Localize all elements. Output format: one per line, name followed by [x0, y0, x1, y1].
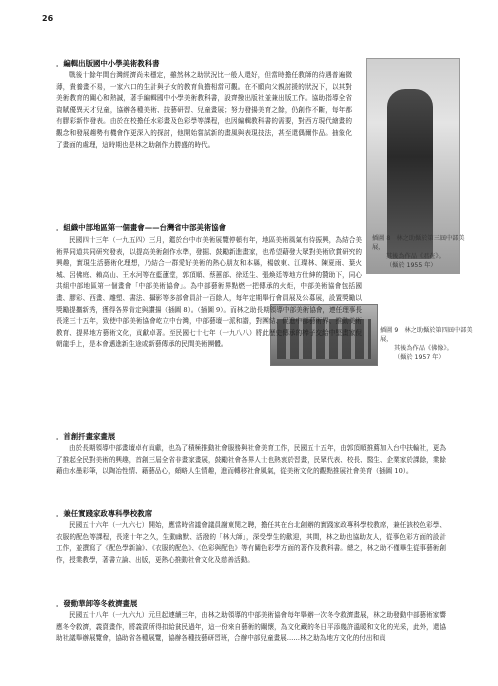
caption-illustration-9 — [380, 326, 480, 362]
caption-line: 其後為作品《佛像》。 — [394, 345, 453, 352]
section-title-winter-relief-exhibition: ．發動華卸等冬救濟畫展 — [56, 599, 138, 608]
section-title-textbooks: ．編輯出版國中小學美術教科書 — [56, 59, 160, 68]
paragraph-winter-relief-exhibition: 民國五十八年（一九六九）元旦起連續三年，由林之助領導的中部美術協會每年舉辦一次冬令救濟畫展，林之助發動中部藝術家響應冬令救濟，義賣畫作，將義賣所得扣給貧民過年，這一份來自藝術的關懷，為文化藏的冬日平添幾許溫暖和文化的光采，此外，還協助社議舉辦展覽會，協助省各種展覽，協辦各種技藝研習班，合辦中部兒童畫展……林之助為地方文化的付出和貢 — [56, 611, 446, 643]
page-number: 26 — [42, 14, 54, 23]
section-title-non-painter-exhibition: ．首創扦畫家畫展 — [56, 432, 116, 441]
caption-line: （攝於 1955 年） — [386, 262, 437, 269]
paragraph-shih-chien-college: 民國五十六年（一九六七）開始，應當時省議會議員謝東閔之聘，擔任其在台北創辦的實踐家政專科學校教席，兼任該校色彩學、衣服的配色等課程，長達十年之久，生動幽默、活潑的「林大師」，深受學生的歡迎，其間，林之助也協助友人，從事色彩方面的設計工作，並撰寫了《配色學新論》、《衣服的配色》、《色彩與配色》等有關色彩學方面的著作及教科書。總之，林之助不僅畢生從事藝術創作，授業教學，著書立論、出版，更熱心推動社會文化及慈善活動。 — [56, 521, 446, 564]
section-title-shih-chien-college: ．兼任實踐家政專科學校教席 — [56, 509, 153, 518]
paragraph-art-association: 民國四十三年（一九五四）三月，鑑於台中市美術展覽停頓有年，地區美術風氣有待振興，為結合美術界同道共同研究發表，以提高美術創作水準，發掘、鼓勵新進畫家，也希望藉發大眾對美術欣賞研究的興趣，實現生活藝術化理想，乃結合一群愛好美術的熱心朋友和本縣，楊啟東、江璨林、陳夏雨、葉火城、呂佛庭、賴高山、王水河等在藍蓮堂，郭頂順、蔡蕙部、徐廷生、張煥廷等地方仕紳的贊助下，同心共組中部地區第一個畫會「中部美術協會」。為中部藝術界點燃一把傳承的火炬，中部美術協會包括國畫、膠彩、西畫、雕塑、書法、攝影等多部會員計一百餘人，每年定期舉行會員展及公募展，設置獎勵以獎勵提攜新秀，獲得各界肯定與讚揚（插圖 8）。（插圖 9）。而林之助長期領導中部美術協會，連任理事長長達三十五年，致使中部美術協會屹立中台灣，中部藝壇一派和諧，對團結、促進中部藝術界、推動美術教育、提昇地方藝術文化，貢獻卓著。至民國七十七年（一九八八）將此歷史傳承的棒子交給中堅畫家倪朝龍手上，是本會邁進新生途或新藝傳承的民間美術團體。 — [56, 236, 362, 349]
section-title-art-association: ．組織中部地區第一個畫會——台灣省中部美術協會 — [56, 223, 226, 232]
caption-line: 插圖 8 林之助攝於第三屆中部美展， — [372, 235, 465, 251]
caption-line: 插圖 9 林之助攝於第四屆中部美展， — [380, 327, 473, 343]
caption-illustration-8 — [372, 234, 472, 270]
paragraph-non-painter-exhibition: 由於長期領導中部畫壇卓有貢獻，也為了積極推動社會服務與社會美育工作，民國五十五年，由郭頂順推薦加入台中扶輪社，更為了推起全民對美術的興趣，首創三屆全省非畫家畫展，鼓勵社會各界人士也熱衷於習畫，民眾代表、校長、醫生、企業家於課餘，業餘藉由水墨彩筆，以陶冶性情、藉藝品心，頗略人生情趣，進而轉移社會風氣，從美術文化的觀點推展社會美育（插圖 10）。 — [56, 444, 446, 476]
caption-line: （攝於 1957 年） — [394, 354, 445, 361]
caption-line: 其後為作品《君在》。 — [386, 253, 445, 260]
paragraph-textbooks: 戰後十餘年間台灣經濟尚未穩定，雖然林之助狀況比一般人還好，但當時擔任教師的待遇普遍微薄，貴養畫不易，一家六口的生計與子女的教育負擔相當可觀。在不願向父親討援的狀況下，以其對美術教育的關心和熱誠，著手編輯國中小學美術教科書，設齊撥出版社並兼出版工作。協助指導全省資賦優異天才兒童，協辦各種美術、技藝研習、兒童畫展；努力發揚美育之餘，仍創作不斷，每年都有膠彩新作發表。由於在校擔任水彩畫及色彩學等課程，也因編輯教科書的需要，對西方現代繪畫的觀念和發展趨勢有機會作更深入的探討，他開始嘗試新的畫風與表現技法，甚至還偶爾作品。抽象化了畫面的處理，這時期也是林之助創作力勝盛的時代。 — [56, 71, 352, 149]
